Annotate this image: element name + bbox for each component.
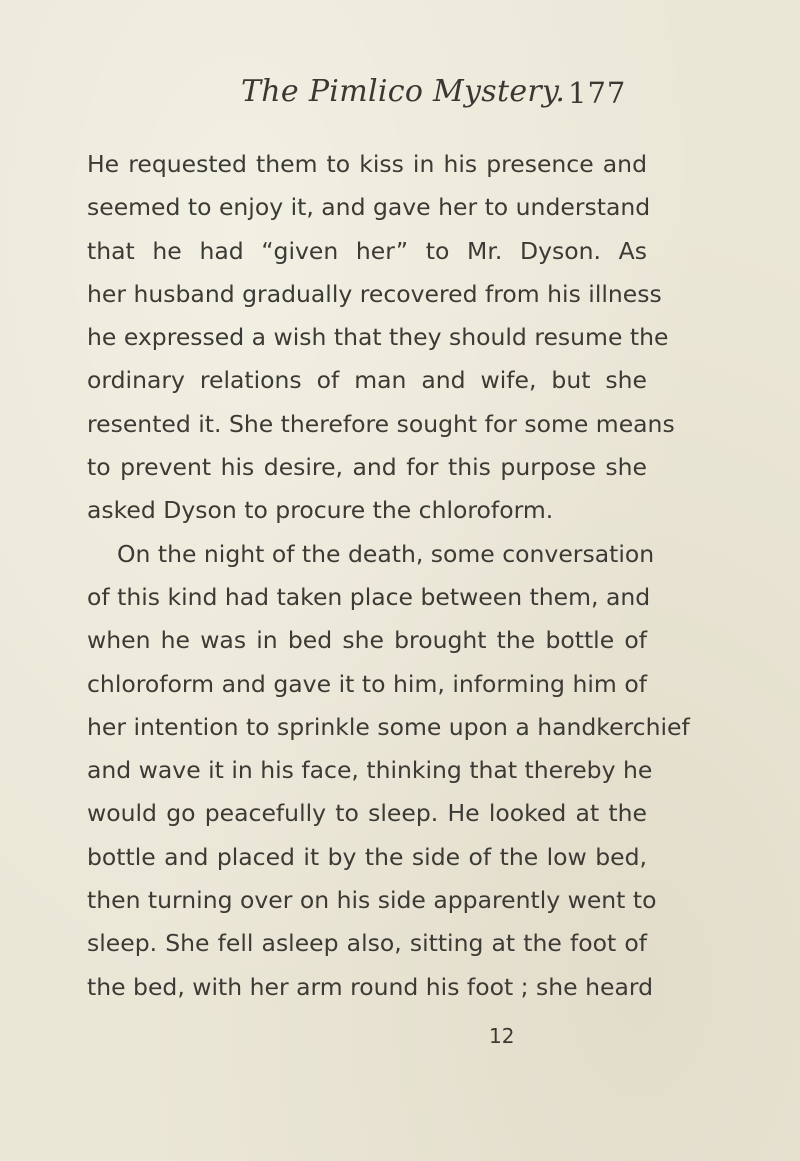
body-text bbox=[87, 143, 690, 1009]
text-line: ordinary relations of man and wife, but she bbox=[87, 366, 647, 395]
text-line: when he was in bed she brought the bottle of bbox=[87, 626, 647, 655]
page-header bbox=[0, 74, 800, 118]
signature-mark: 12 bbox=[489, 1024, 515, 1048]
text-line: of this kind had taken place between them, and bbox=[87, 582, 651, 611]
text-line: he expressed a wish that they should resume the bbox=[87, 323, 669, 352]
text-line: resented it. She therefore sought for some means bbox=[87, 409, 675, 438]
text-line: chloroform and gave it to him, informing him of bbox=[87, 669, 647, 698]
text-line: seemed to enjoy it, and gave her to understand bbox=[87, 193, 651, 222]
text-line: to prevent his desire, and for this purpose she bbox=[87, 453, 647, 482]
text-line: her husband gradually recovered from his illness bbox=[87, 279, 662, 308]
text-line: then turning over on his side apparently went to bbox=[87, 886, 657, 915]
page-number: 177 bbox=[568, 76, 627, 110]
running-title: The Pimlico Mystery. bbox=[241, 74, 566, 109]
text-line-paragraph-start: On the night of the death, some conversation bbox=[117, 539, 655, 568]
text-line: that he had “given her” to Mr. Dyson. As bbox=[87, 236, 647, 265]
text-line-paragraph-end: asked Dyson to procure the chloroform. bbox=[87, 496, 554, 525]
text-line: sleep. She fell asleep also, sitting at the foot of bbox=[87, 929, 647, 958]
text-line: bottle and placed it by the side of the low bed, bbox=[87, 842, 647, 871]
text-line: and wave it in his face, thinking that thereby he bbox=[87, 756, 653, 785]
text-line: would go peacefully to sleep. He looked at the bbox=[87, 799, 647, 828]
text-line: He requested them to kiss in his presence and bbox=[87, 150, 647, 178]
text-line: the bed, with her arm round his foot ; she heard bbox=[87, 972, 654, 1001]
text-line: her intention to sprinkle some upon a handkerchief bbox=[87, 712, 690, 741]
